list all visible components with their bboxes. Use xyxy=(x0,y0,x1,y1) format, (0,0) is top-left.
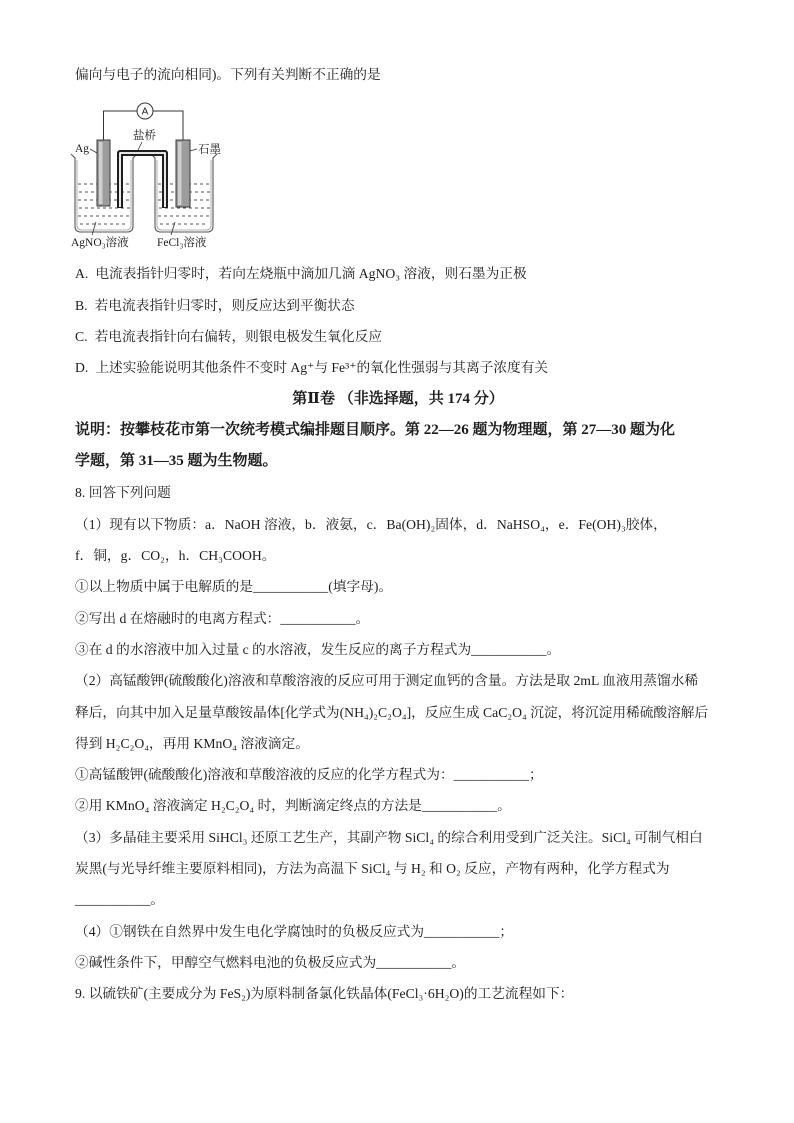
q8-line: f．铜，g．CO₂，h．CH₃COOH。 xyxy=(75,548,276,564)
ag-leader-line xyxy=(90,149,97,153)
label-agno3-solution: AgNO₃溶液 xyxy=(71,236,129,249)
option-text: 若电流表指针归零时，则反应达到平衡状态 xyxy=(94,297,355,313)
option-text: 电流表指针归零时，若向左烧瓶中滴加几滴 AgNO₃ 溶液，则石墨为正极 xyxy=(95,266,527,282)
silver-electrode-body xyxy=(97,140,110,206)
graphite-leader-line xyxy=(190,149,197,151)
q8-line: ①高锰酸钾(硫酸酸化)溶液和草酸溶液的反应的化学方程式为：___________； xyxy=(75,767,543,783)
label-fecl3-solution: FeCl₃溶液 xyxy=(157,236,207,249)
salt-bridge-leader-line xyxy=(138,142,142,150)
q8-line: ③在 d 的水溶液中加入过量 c 的水溶液，发生反应的离子方程式为___________。 xyxy=(75,641,561,657)
label-silver-electrode: Ag xyxy=(75,142,90,155)
ammeter-label: A xyxy=(141,106,149,118)
section-title: 第Ⅱ卷 （非选择题，共 174 分） xyxy=(292,390,504,407)
q8-line: （2）高锰酸钾(硫酸酸化)溶液和草酸溶液的反应可用于测定血钙的含量。方法是取 2mL 血液用蒸馏水稀 xyxy=(75,673,699,689)
q8-line: 得到 H₂C₂O₄，再用 KMnO₄ 溶液滴定。 xyxy=(75,735,309,751)
option-letter: C. xyxy=(75,328,88,344)
q8-line: 释后，向其中加入足量草酸铵晶体[化学式为(NH₄)₂C₂O₄]，反应生成 CaC₂O₄ 沉淀，将沉淀用稀硫酸溶解后 xyxy=(75,704,709,720)
q8-line: （1）现有以下物质：a．NaOH 溶液，b．液氨，c．Ba(OH)₂固体，d．NaHSO₄，e．Fe(OH)₃胶体， xyxy=(75,516,667,532)
q9-stem: 9. 以硫铁矿(主要成分为 FeS₂)为原料制备氯化铁晶体(FeCl₃·6H₂O)的工艺流程如下： xyxy=(75,986,574,1002)
q7-option-d xyxy=(75,352,721,383)
label-graphite-electrode: 石墨 xyxy=(198,143,221,156)
q7-stem-tail: 偏向与电子的流向相同)。下列有关判断不正确的是 xyxy=(75,67,381,83)
q8-line: ②碱性条件下，甲醇空气燃料电池的负极反应式为___________。 xyxy=(75,954,466,970)
page-content xyxy=(71,59,721,1009)
q8-line: ②写出 d 在熔融时的电离方程式：___________。 xyxy=(75,610,370,626)
section-note-line: 学题，第 31—35 题为生物题。 xyxy=(75,453,278,470)
galvanic-cell-diagram xyxy=(71,91,721,259)
q8-title: 8. 回答下列问题 xyxy=(75,485,171,501)
wire-left xyxy=(104,111,138,140)
option-text: 上述实验能说明其他条件不变时 Ag⁺与 Fe³⁺的氧化性强弱与其离子浓度有关 xyxy=(95,360,549,376)
wire-right xyxy=(153,111,183,140)
q8-line: ___________。 xyxy=(75,892,164,908)
label-salt-bridge: 盐桥 xyxy=(133,129,156,142)
q7-option-a xyxy=(75,258,721,289)
q8-line: （3）多晶硅主要采用 SiHCl₃ 还原工艺生产，其副产物 SiCl₄ 的综合利用受到广泛关注。SiCl₄ 可制气相白 xyxy=(75,829,703,845)
q7-option-b xyxy=(75,290,721,321)
salt-bridge-bore xyxy=(120,153,165,207)
graphite-electrode xyxy=(176,140,190,207)
q8-line: ②用 KMnO₄ 溶液滴定 H₂C₂O₄ 时，判断滴定终点的方法是___________。 xyxy=(75,798,511,814)
graphite-electrode-highlight xyxy=(178,142,182,205)
option-text: 若电流表指针向右偏转，则银电极发生氧化反应 xyxy=(94,328,383,344)
silver-electrode-highlight xyxy=(99,142,103,204)
silver-electrode xyxy=(97,140,110,206)
section-note-line: 说明：按攀枝花市第一次统考模式编排题目顺序。第 22—26 题为物理题，第 27—30 题为化 xyxy=(75,421,676,438)
q8-line: 炭黑(与光导纤维主要原料相同)，方法为高温下 SiCl₄ 与 H₂ 和 O₂ 反应，产物有两种，化学方程式为 xyxy=(75,861,670,877)
galvanic-cell-svg xyxy=(60,92,240,252)
option-letter: D. xyxy=(75,360,89,376)
ammeter xyxy=(137,103,153,119)
option-letter: B. xyxy=(75,297,88,313)
option-letter: A. xyxy=(75,266,89,282)
q7-option-c xyxy=(75,321,721,352)
q8-line: ①以上物质中属于电解质的是___________(填字母)。 xyxy=(75,579,393,595)
q8-line: （4）①钢铁在自然界中发生电化学腐蚀时的负极反应式为___________； xyxy=(75,923,514,939)
